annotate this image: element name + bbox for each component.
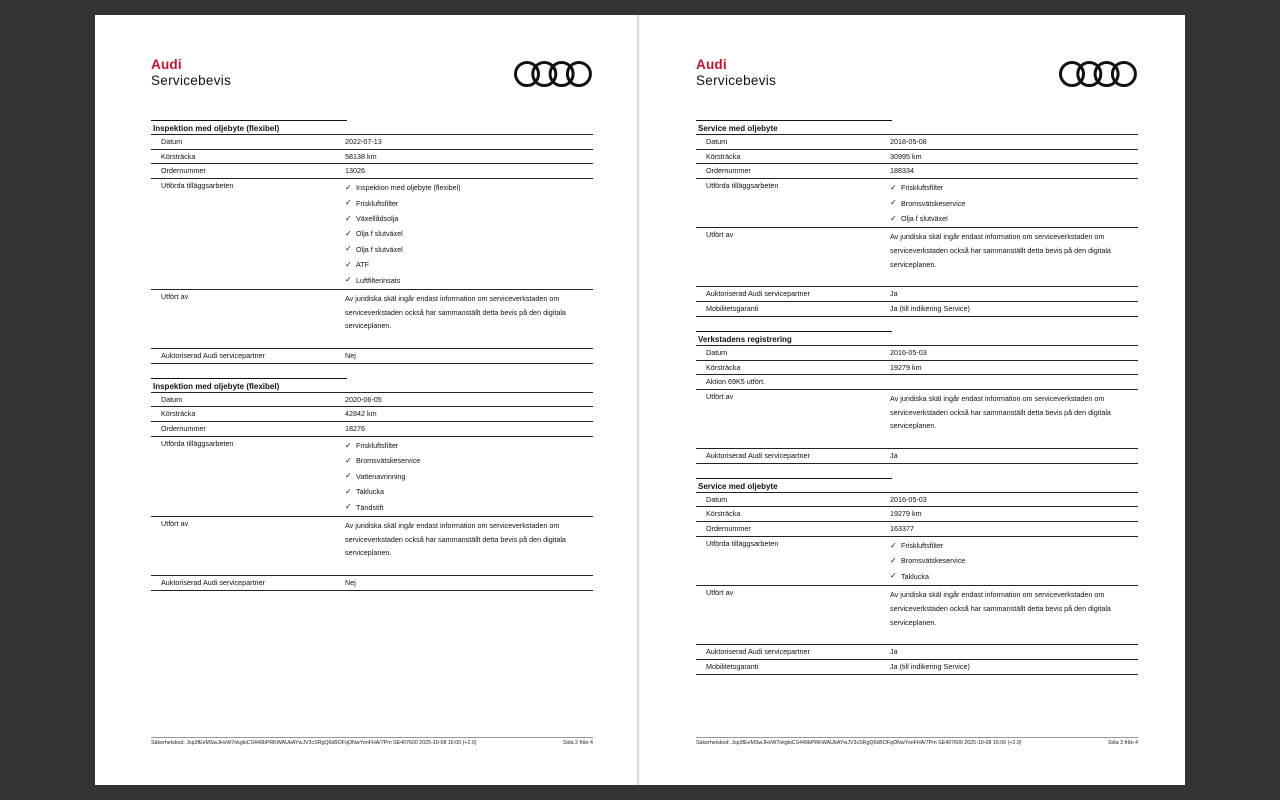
record-row-date bbox=[151, 392, 593, 407]
work-item-label: Luftfilterinsats bbox=[356, 275, 401, 285]
work-item-label: Friskluftsfilter bbox=[901, 183, 944, 193]
work-item bbox=[890, 211, 1138, 226]
checkmark-icon: ✓ bbox=[345, 229, 352, 239]
row-value: 42842 km bbox=[345, 409, 377, 419]
row-value: Av juridiska skäl ingår endast information om serviceverkstaden om serviceverkstaden också har sammanställt detta bevis på den digitala serviceplanen. bbox=[345, 520, 566, 558]
work-item bbox=[345, 257, 593, 272]
row-value: Av juridiska skäl ingår endast information om serviceverkstaden om serviceverkstaden också har sammanställt detta bevis på den digitala serviceplanen. bbox=[890, 232, 1111, 269]
row-label: Utfört av bbox=[706, 230, 734, 240]
record-row-date bbox=[151, 134, 593, 149]
row-label: Körsträcka bbox=[706, 509, 741, 519]
row-value: 188334 bbox=[890, 166, 914, 176]
work-item bbox=[345, 484, 593, 499]
record-row-authorized-partner bbox=[151, 348, 593, 364]
record-row-authorized-partner bbox=[696, 286, 1138, 301]
row-value: Nej bbox=[345, 578, 356, 588]
record-row-mobility-guarantee bbox=[696, 301, 1138, 317]
record-row-note bbox=[696, 374, 1138, 389]
work-item bbox=[345, 196, 593, 211]
security-code: Säkerhetskod: Jsp3fEeMSwJHvW7okgkiCS449bPRKWAUbAYwJV3cSRgQ6kBOFqONwYonFHA/7Pm SE407600 2025-10-08 16:00 (+2.0) bbox=[151, 740, 477, 746]
work-item bbox=[890, 180, 1138, 195]
checkmark-icon: ✓ bbox=[345, 259, 352, 269]
row-label: Auktoriserad Audi servicepartner bbox=[706, 451, 810, 461]
work-item bbox=[890, 196, 1138, 211]
record-row-additional-work bbox=[151, 178, 593, 289]
record-row-performed-by bbox=[696, 585, 1138, 644]
record-row-additional-work bbox=[696, 178, 1138, 227]
work-item-label: Bromsvätskeservice bbox=[356, 456, 421, 466]
row-label: Utförda tilläggsarbeten bbox=[161, 181, 234, 191]
row-value: 13026 bbox=[345, 166, 365, 176]
record-row-date bbox=[696, 345, 1138, 360]
record-row-order-number bbox=[696, 521, 1138, 536]
work-item-label: Växellådsolja bbox=[356, 213, 399, 223]
work-item-label: Inspektion med oljebyte (flexibel) bbox=[356, 183, 461, 193]
record-row-mileage bbox=[696, 506, 1138, 521]
page-footer bbox=[696, 737, 1138, 747]
work-item-label: Taklucka bbox=[901, 571, 929, 581]
checkmark-icon: ✓ bbox=[345, 198, 352, 208]
work-item-label: Olja f slutväxel bbox=[356, 244, 403, 254]
service-record bbox=[151, 378, 593, 591]
work-item bbox=[345, 438, 593, 453]
row-value: Ja (till indikering Service) bbox=[890, 661, 970, 671]
row-label: Körsträcka bbox=[161, 151, 196, 161]
page-number: Sida 3 från 4 bbox=[1107, 740, 1138, 746]
row-label: Utförda tilläggsarbeten bbox=[161, 438, 234, 448]
work-item-label: Olja f slutväxel bbox=[901, 213, 948, 223]
row-value: 19279 km bbox=[890, 362, 922, 372]
work-item-label: ATF bbox=[356, 260, 370, 270]
work-item bbox=[345, 242, 593, 257]
record-row-authorized-partner bbox=[151, 575, 593, 591]
row-label: Körsträcka bbox=[161, 409, 196, 419]
row-label: Datum bbox=[161, 137, 183, 146]
row-value: Ja (till indikering Service) bbox=[890, 304, 970, 314]
service-record bbox=[696, 478, 1138, 675]
checkmark-icon: ✓ bbox=[890, 571, 897, 581]
work-item-list bbox=[345, 437, 593, 516]
row-label: Auktoriserad Audi servicepartner bbox=[161, 351, 265, 361]
checkmark-icon: ✓ bbox=[890, 182, 897, 192]
page-footer bbox=[151, 737, 593, 747]
row-label: Utfört av bbox=[706, 391, 734, 401]
work-item bbox=[345, 226, 593, 241]
checkmark-icon: ✓ bbox=[890, 198, 897, 208]
audi-rings-logo-icon bbox=[1059, 60, 1137, 88]
service-record-title: Service med oljebyte bbox=[696, 478, 892, 492]
row-label: Ordernummer bbox=[161, 166, 206, 176]
row-label: Auktoriserad Audi servicepartner bbox=[706, 289, 810, 299]
row-note: Aktion 69K5 utfört. bbox=[706, 377, 766, 387]
row-value: Nej bbox=[345, 351, 356, 361]
service-records bbox=[151, 120, 593, 605]
work-item-label: Tändstift bbox=[356, 502, 384, 512]
row-value: Ja bbox=[890, 289, 898, 299]
work-item bbox=[890, 553, 1138, 568]
service-record bbox=[696, 120, 1138, 317]
row-label: Datum bbox=[706, 137, 728, 146]
row-label: Körsträcka bbox=[706, 362, 741, 372]
record-row-additional-work bbox=[696, 536, 1138, 585]
audi-rings-logo-icon bbox=[514, 60, 592, 88]
work-item-list bbox=[890, 537, 1138, 585]
row-value: 163377 bbox=[890, 524, 914, 534]
row-label: Utförda tilläggsarbeten bbox=[706, 181, 779, 191]
checkmark-icon: ✓ bbox=[345, 275, 352, 285]
row-value: 19279 km bbox=[890, 509, 922, 519]
work-item bbox=[890, 569, 1138, 584]
work-item-label: Bromsvätskeservice bbox=[901, 556, 966, 566]
row-value: 2020-06-05 bbox=[345, 394, 382, 404]
work-item bbox=[345, 453, 593, 468]
row-label: Mobilitetsgaranti bbox=[706, 661, 759, 671]
record-row-order-number bbox=[151, 421, 593, 436]
row-value: 58138 km bbox=[345, 151, 377, 161]
work-item bbox=[890, 538, 1138, 553]
record-row-date bbox=[696, 134, 1138, 149]
row-label: Datum bbox=[706, 347, 728, 357]
row-value: 2016-05-03 bbox=[890, 494, 927, 504]
brand-name: Audi bbox=[151, 57, 182, 72]
work-item-label: Bromsvätskeservice bbox=[901, 198, 966, 208]
work-item bbox=[345, 469, 593, 484]
service-record bbox=[151, 120, 593, 364]
record-row-mileage bbox=[696, 360, 1138, 375]
work-item-label: Friskluftsfilter bbox=[356, 198, 399, 208]
checkmark-icon: ✓ bbox=[890, 555, 897, 565]
row-label: Utfört av bbox=[161, 291, 189, 301]
row-value: 18276 bbox=[345, 424, 365, 434]
service-record-title: Inspektion med oljebyte (flexibel) bbox=[151, 120, 347, 134]
work-item-label: Friskluftsfilter bbox=[356, 440, 399, 450]
record-row-authorized-partner bbox=[696, 644, 1138, 659]
row-value: Ja bbox=[890, 451, 898, 461]
brand-name: Audi bbox=[696, 57, 727, 72]
document-page-3 bbox=[640, 15, 1185, 785]
row-label: Ordernummer bbox=[706, 166, 751, 176]
row-value: 2018-05-08 bbox=[890, 137, 927, 146]
work-item bbox=[345, 500, 593, 515]
row-label: Utförda tilläggsarbeten bbox=[706, 538, 779, 548]
row-value: Av juridiska skäl ingår endast information om serviceverkstaden om serviceverkstaden också har sammanställt detta bevis på den digitala serviceplanen. bbox=[890, 393, 1111, 431]
work-item-list bbox=[345, 179, 593, 289]
service-record-title: Service med oljebyte bbox=[696, 120, 892, 134]
record-row-performed-by bbox=[696, 389, 1138, 448]
page-header bbox=[151, 57, 231, 89]
row-label: Auktoriserad Audi servicepartner bbox=[706, 647, 810, 657]
work-item-list bbox=[890, 179, 1138, 227]
work-item bbox=[345, 273, 593, 288]
record-row-order-number bbox=[151, 163, 593, 178]
checkmark-icon: ✓ bbox=[890, 213, 897, 223]
checkmark-icon: ✓ bbox=[345, 502, 352, 512]
row-label: Ordernummer bbox=[161, 424, 206, 434]
page-number: Sida 2 från 4 bbox=[562, 740, 593, 746]
checkmark-icon: ✓ bbox=[890, 540, 897, 550]
document-title: Servicebevis bbox=[151, 73, 232, 88]
work-item-label: Olja f slutväxel bbox=[356, 229, 403, 239]
service-record bbox=[696, 331, 1138, 464]
row-label: Utfört av bbox=[161, 518, 189, 528]
row-label: Datum bbox=[161, 394, 183, 404]
row-label: Ordernummer bbox=[706, 524, 751, 534]
row-label: Datum bbox=[706, 494, 728, 504]
checkmark-icon: ✓ bbox=[345, 455, 352, 465]
row-label: Utfört av bbox=[706, 588, 734, 598]
row-label: Auktoriserad Audi servicepartner bbox=[161, 578, 265, 588]
document-title: Servicebevis bbox=[696, 73, 777, 88]
work-item-label: Friskluftsfilter bbox=[901, 540, 944, 550]
work-item bbox=[345, 180, 593, 195]
checkmark-icon: ✓ bbox=[345, 182, 352, 192]
row-label: Körsträcka bbox=[706, 151, 741, 161]
row-label: Mobilitetsgaranti bbox=[706, 304, 759, 314]
row-value: Av juridiska skäl ingår endast information om serviceverkstaden om serviceverkstaden också har sammanställt detta bevis på den digitala serviceplanen. bbox=[890, 590, 1111, 627]
row-value: 30995 km bbox=[890, 151, 922, 161]
record-row-date bbox=[696, 492, 1138, 507]
page-header bbox=[696, 57, 776, 89]
row-value: Ja bbox=[890, 647, 898, 657]
service-records bbox=[696, 120, 1138, 689]
record-row-performed-by bbox=[151, 289, 593, 348]
record-row-mileage bbox=[696, 149, 1138, 164]
checkmark-icon: ✓ bbox=[345, 244, 352, 254]
work-item-label: Vattenavrinning bbox=[356, 471, 406, 481]
record-row-mobility-guarantee bbox=[696, 659, 1138, 675]
checkmark-icon: ✓ bbox=[345, 486, 352, 496]
work-item bbox=[345, 211, 593, 226]
document-page-2 bbox=[95, 15, 640, 785]
checkmark-icon: ✓ bbox=[345, 440, 352, 450]
row-value: 2016-05-03 bbox=[890, 347, 927, 357]
service-record-title: Verkstadens registrering bbox=[696, 331, 892, 345]
checkmark-icon: ✓ bbox=[345, 471, 352, 481]
record-row-mileage bbox=[151, 406, 593, 421]
service-record-title: Inspektion med oljebyte (flexibel) bbox=[151, 378, 347, 392]
record-row-mileage bbox=[151, 149, 593, 164]
record-row-performed-by bbox=[151, 516, 593, 575]
record-row-order-number bbox=[696, 163, 1138, 178]
work-item-label: Taklucka bbox=[356, 487, 384, 497]
checkmark-icon: ✓ bbox=[345, 213, 352, 223]
record-row-authorized-partner bbox=[696, 448, 1138, 464]
record-row-additional-work bbox=[151, 436, 593, 516]
row-value: Av juridiska skäl ingår endast information om serviceverkstaden om serviceverkstaden också har sammanställt detta bevis på den digitala serviceplanen. bbox=[345, 293, 566, 331]
record-row-performed-by bbox=[696, 227, 1138, 286]
row-value: 2022-07-13 bbox=[345, 137, 382, 146]
security-code: Säkerhetskod: Jsp3fEeMSwJHvW7okgkiCS449bPRKWAUbAYwJV3cSRgQ6kBOFqONwYonFHA/7Pm SE407600 2025-10-08 16:00 (+2.0) bbox=[696, 740, 1022, 746]
